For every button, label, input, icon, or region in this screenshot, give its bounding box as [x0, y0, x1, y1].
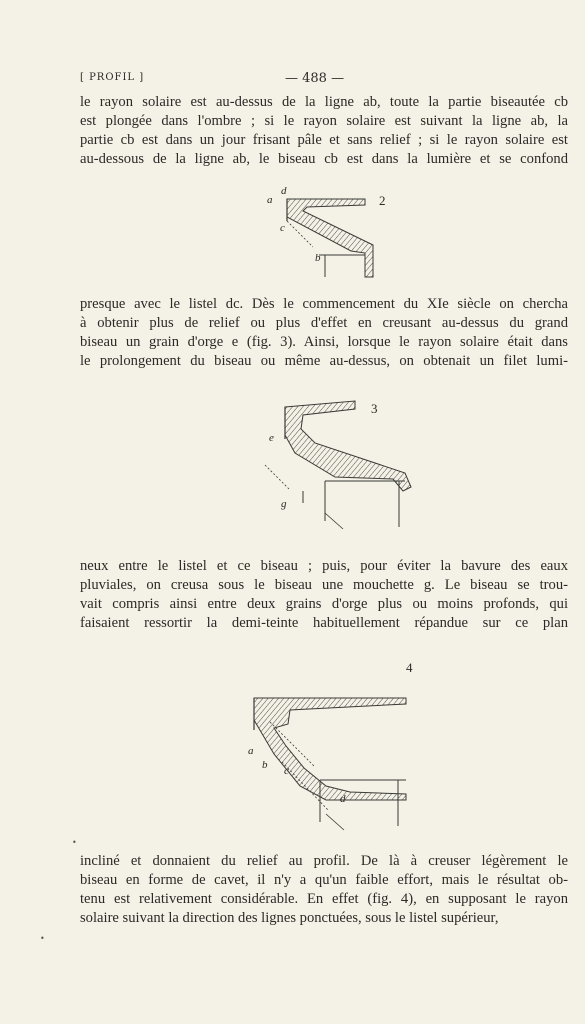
figure-number: 3 [371, 401, 378, 416]
profile-shape [287, 199, 373, 277]
text-line: tenu est relativement considérable. En effet (fig. 4), en supposant le rayon [80, 891, 568, 907]
paragraph-3 [80, 557, 568, 633]
text-line: vait compris ainsi entre deux grains d'orge plus ou moins profonds, qui [80, 596, 568, 612]
text-line: le rayon solaire est au-dessus de la ligne ab, toute la partie biseautée cb [80, 94, 568, 110]
text-line: incliné et donnaient du relief au profil. De là à creuser légèrement le [80, 853, 568, 869]
figure-3 [255, 395, 435, 545]
text-line: est plongée dans l'ombre ; si le rayon solaire est suivant la ligne ab, la [80, 113, 568, 129]
figure-2 [255, 185, 435, 295]
label-d: d [340, 793, 346, 805]
margin-mark: • [72, 838, 77, 847]
label-a: a [267, 194, 273, 206]
running-header [80, 72, 570, 88]
text-line: faisaient ressortir la demi-teinte habituellement répandue sur ce plan [80, 615, 568, 631]
text-line: partie cb est dans un jour frisant pâle et sans relief ; si le rayon solaire est [80, 132, 568, 148]
text-line: neux entre le listel et ce biseau ; puis, pour éviter la bavure des eaux [80, 558, 568, 574]
paragraph-1 [80, 93, 568, 169]
page-number: — 488 — [285, 71, 345, 86]
text-line: biseau un grain d'orge e (fig. 3). Ainsi, lorsque le rayon solaire était dans [80, 334, 568, 350]
margin-mark: • [40, 934, 45, 943]
label-d: d [281, 185, 287, 197]
figure-number: 2 [379, 193, 386, 208]
label-e: e [269, 432, 274, 444]
section-title: [ PROFIL ] [80, 72, 145, 83]
text-line: pluviales, on creusa sous le biseau une mouchette g. Le biseau se trou- [80, 577, 568, 593]
figure-number: 4 [406, 660, 413, 675]
label-c: c [284, 765, 289, 777]
text-line: presque avec le listel dc. Dès le commencement du XIe siècle on chercha [80, 296, 568, 312]
figure-4 [230, 650, 430, 845]
text-line: solaire suivant la direction des lignes ponctuées, sous le listel supérieur, [80, 910, 499, 926]
label-b: b [262, 759, 268, 771]
text-line: à obtenir plus de relief ou plus d'effet en creusant au-dessus du grand [80, 315, 568, 331]
text-line: biseau en forme de cavet, il n'y a qu'un faible effort, mais le résultat ob- [80, 872, 568, 888]
profile-shape [265, 401, 411, 529]
label-b: b [315, 252, 321, 264]
label-c: c [280, 222, 285, 234]
profile-shape [254, 698, 406, 830]
text-line: le prolongement du biseau ou même au-dessus, on obtenait un filet lumi- [80, 353, 568, 369]
paragraph-4 [80, 852, 568, 928]
label-a: a [248, 745, 254, 757]
label-g: g [281, 498, 287, 510]
text-line: au-dessous de la ligne ab, le biseau cb est dans la lumière et se confond [80, 151, 568, 167]
paragraph-2 [80, 295, 568, 371]
